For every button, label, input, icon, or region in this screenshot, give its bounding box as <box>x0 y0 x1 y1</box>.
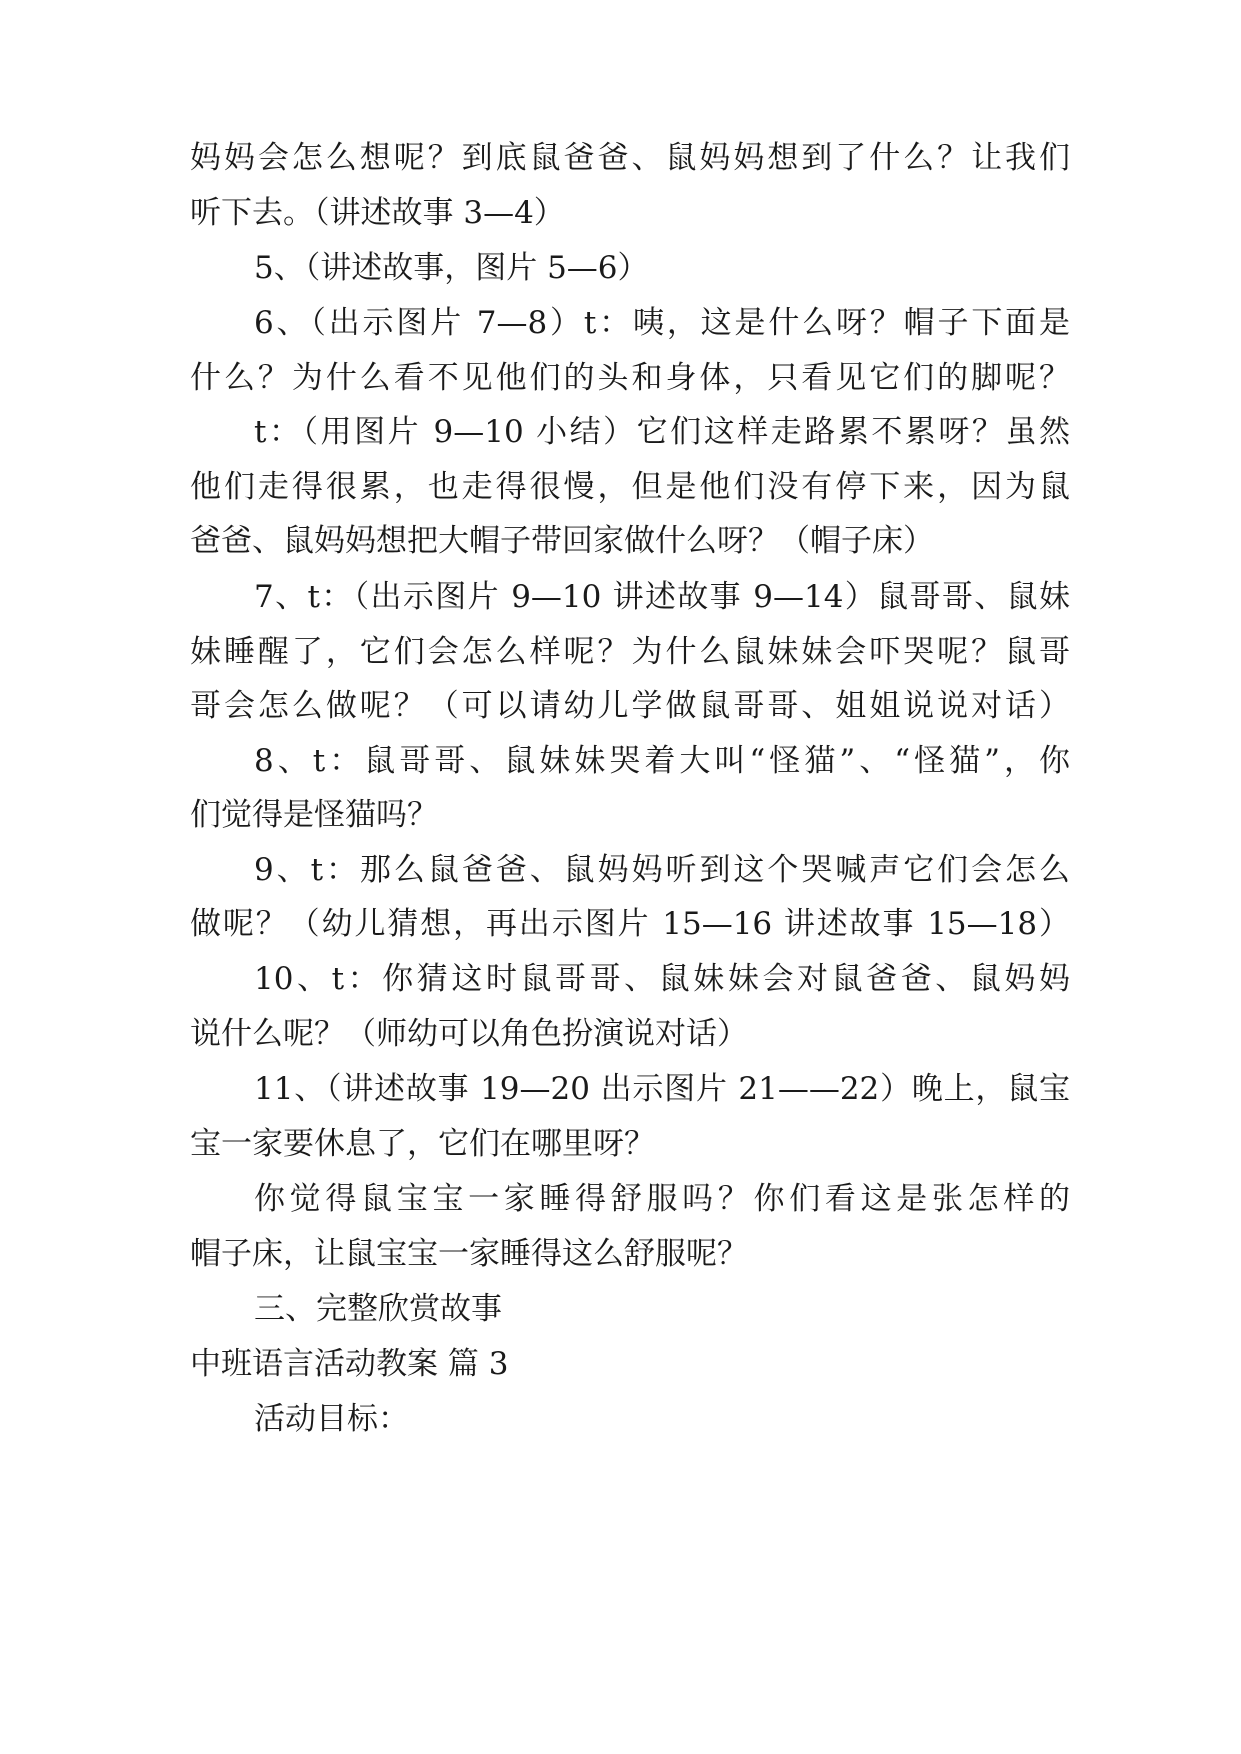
paragraph-line: 你觉得鼠宝宝一家睡得舒服吗？你们看这是张怎样的 <box>254 1181 1070 1217</box>
paragraph-line: 妈妈会怎么想呢？到底鼠爸爸、鼠妈妈想到了什么？让我们 <box>190 140 1070 176</box>
paragraph-line: 爸爸、鼠妈妈想把大帽子带回家做什么呀？（帽子床） <box>190 523 934 559</box>
paragraph-line: 10、t：你猜这时鼠哥哥、鼠妹妹会对鼠爸爸、鼠妈妈 <box>254 961 1070 997</box>
paragraph-line: 6、（出示图片 7—8）t：咦，这是什么呀？帽子下面是 <box>254 305 1070 341</box>
paragraph-line: 们觉得是怪猫吗？ <box>190 797 438 833</box>
paragraph-line: 帽子床，让鼠宝宝一家睡得这么舒服呢？ <box>190 1236 748 1272</box>
paragraph-line: 他们走得很累，也走得很慢，但是他们没有停下来，因为鼠 <box>190 469 1070 505</box>
paragraph-line: 做呢？（幼儿猜想，再出示图片 15—16 讲述故事 15—18） <box>190 906 1070 942</box>
paragraph-line: 什么？为什么看不见他们的头和身体，只看见它们的脚呢？ <box>190 360 1070 396</box>
paragraph-line: 11、（讲述故事 19—20 出示图片 21——22）晚上，鼠宝 <box>254 1071 1070 1107</box>
paragraph-line: 9、t：那么鼠爸爸、鼠妈妈听到这个哭喊声它们会怎么 <box>254 852 1070 888</box>
paragraph-line: 7、t：（出示图片 9—10 讲述故事 9—14）鼠哥哥、鼠妹 <box>254 579 1070 615</box>
paragraph-line: 妹睡醒了，它们会怎么样呢？为什么鼠妹妹会吓哭呢？鼠哥 <box>190 634 1070 670</box>
paragraph-line: 8、t：鼠哥哥、鼠妹妹哭着大叫“怪猫”、“怪猫”，你 <box>254 743 1070 779</box>
paragraph-line: 中班语言活动教案 篇 3 <box>190 1346 509 1382</box>
paragraph-line: 听下去。（讲述故事 3—4） <box>190 195 565 231</box>
paragraph-line: 哥会怎么做呢？（可以请幼儿学做鼠哥哥、姐姐说说对话） <box>190 688 1070 724</box>
paragraph-line: 宝一家要休息了，它们在哪里呀？ <box>190 1126 655 1162</box>
paragraph-line: 5、（讲述故事，图片 5—6） <box>254 250 649 286</box>
paragraph-line: t：（用图片 9—10 小结）它们这样走路累不累呀？虽然 <box>254 414 1070 450</box>
paragraph-line: 说什么呢？（师幼可以角色扮演说对话） <box>190 1016 748 1052</box>
paragraph-line: 三、完整欣赏故事 <box>254 1291 502 1327</box>
paragraph-line: 活动目标： <box>254 1401 409 1437</box>
